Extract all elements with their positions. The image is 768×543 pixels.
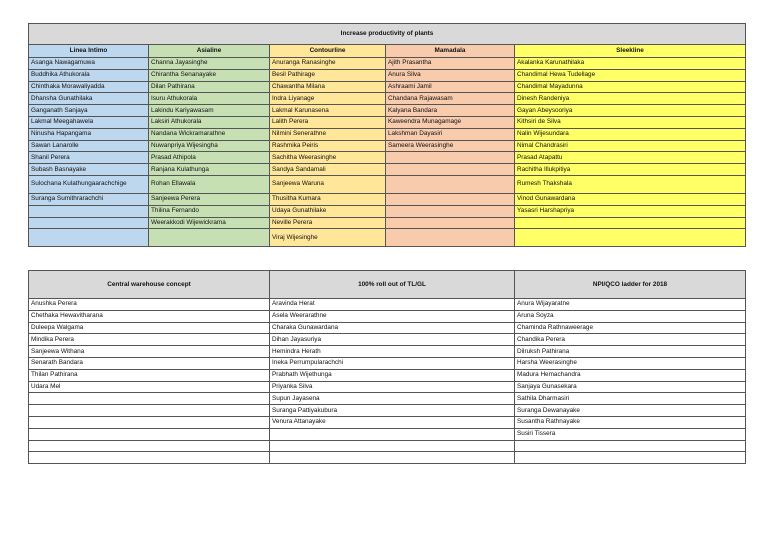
table-cell: Yasasri Harshapriya [515,205,746,217]
table-row [29,428,746,440]
table-cell: Harsha Weerasinghe [515,357,746,369]
table-cell: Dinesh Randeniya [515,93,746,105]
table-cell: Suranga Pattiyakubura [270,405,515,417]
table-cell: Lakmal Meegahawela [29,116,149,128]
table-cell: Ashraami Jamil [386,81,515,93]
header-roll-out-tl-gl: 100% roll out of TL/GL [270,271,515,299]
table-cell: Akalanka Karunathilaka [515,58,746,70]
table-cell: Nalin Wijesundara [515,128,746,140]
initiatives-table-body [29,299,746,464]
table-cell [149,229,270,247]
table-cell: Lakshman Dayasiri [386,128,515,140]
table-cell: Sulochana Kulathungaarachchige [29,175,149,193]
table-row [29,69,746,81]
table-cell: Mindika Perera [29,334,270,346]
table-row [29,452,746,464]
table-row [29,405,746,417]
table-cell: Sachitha Weerasinghe [270,152,386,164]
productivity-table-body [29,58,746,247]
table-cell: Aravinda Herat [270,299,515,311]
table-cell: Sandya Sandamali [270,164,386,176]
table-cell [515,452,746,464]
table-row [29,369,746,381]
table-title: Increase productivity of plants [29,24,746,45]
table-cell: Vinod Gunawardana [515,193,746,205]
table-cell [29,205,149,217]
table-cell [29,229,149,247]
table-row [29,393,746,405]
table-cell [270,428,515,440]
table-row [29,322,746,334]
table-row [29,128,746,140]
table-cell: Besil Pathirage [270,69,386,81]
table-cell: Dilruksh Pathirana [515,346,746,358]
table-cell: Dilan Pathirana [149,81,270,93]
table-row [29,357,746,369]
table-cell: Viraj Wijesinghe [270,229,386,247]
table-cell: Ranjana Kulathunga [149,164,270,176]
table-cell: Rohan Ellawala [149,175,270,193]
table-cell: Rachitha Illukpitiya [515,164,746,176]
table-cell: Venura Attanayake [270,416,515,428]
table-cell [29,440,270,452]
table-row [29,175,746,193]
table-cell: Prabhath Wijethunga [270,369,515,381]
table-cell: Ineka Perrumpularachchi [270,357,515,369]
header-contourline: Contourline [270,45,386,58]
table-cell: Nilmini Senerathne [270,128,386,140]
table-cell [386,229,515,247]
table-cell: Madura Hemachandra [515,369,746,381]
table-cell [29,393,270,405]
table-row [29,217,746,229]
table-cell: Buddhika Athukorala [29,69,149,81]
table-cell [515,217,746,229]
table-row [29,93,746,105]
initiatives-table [28,270,746,464]
table-cell: Prasad Athipola [149,152,270,164]
table-cell: Anushka Perera [29,299,270,311]
table-cell: Sathila Dharmasiri [515,393,746,405]
table-cell: Chirantha Senanayake [149,69,270,81]
table-cell: Susantha Rathnayake [515,416,746,428]
table-cell: Anuranga Ranasinghe [270,58,386,70]
table-cell: Suranga Sumithrarachchi [29,193,149,205]
table-cell: Laksiri Athukorala [149,116,270,128]
table-cell: Dihan Jayasuriya [270,334,515,346]
table-cell: Chandika Perera [515,334,746,346]
table-cell: Neville Perera [270,217,386,229]
table-cell: Anura Wijayaratne [515,299,746,311]
table-cell: Nandana Wickramarathne [149,128,270,140]
table-header-row [29,45,746,58]
table-cell: Udaya Gunathilake [270,205,386,217]
table-cell: Shanil Perera [29,152,149,164]
table-cell: Rashmika Peiris [270,140,386,152]
table-cell [29,217,149,229]
table-cell: Priyanka Silva [270,381,515,393]
table-row [29,58,746,70]
table-cell: Udara Mel [29,381,270,393]
header-linea-intimo: Linea Intimo [29,45,149,58]
table-row [29,205,746,217]
table-cell: Susiri Tissera [515,428,746,440]
table-cell [386,217,515,229]
table-cell: Chandimal Mayadunna [515,81,746,93]
table-row [29,140,746,152]
table-row [29,310,746,322]
table-cell: Thilan Pathirana [29,369,270,381]
table-cell [386,193,515,205]
table-row [29,440,746,452]
table-cell: Sanjeewa Waruna [270,175,386,193]
table-cell [386,164,515,176]
table-cell [515,440,746,452]
table-cell: Nuwanpriya Wijesingha [149,140,270,152]
header-npi-qco-ladder: NPI/QCO ladder for 2018 [515,271,746,299]
table-cell: Chawantha Milana [270,81,386,93]
table-row [29,299,746,311]
table-cell: Indra Liyanage [270,93,386,105]
table-cell: Chaminda Rathnaweerage [515,322,746,334]
table-cell: Suranga Dewanayake [515,405,746,417]
table-row [29,105,746,117]
table-cell: Thilina Fernando [149,205,270,217]
table-cell: Subash Basnayake [29,164,149,176]
table-cell: Kalyana Bandara [386,105,515,117]
table-cell: Lakindu Kariyawasam [149,105,270,117]
table-cell [386,205,515,217]
table-row [29,346,746,358]
table-cell: Chandana Rajawasam [386,93,515,105]
table-cell: Supun Jayasena [270,393,515,405]
header-central-warehouse: Central warehouse concept [29,271,270,299]
table-cell [270,440,515,452]
table-cell [515,229,746,247]
table-cell: Sawan Lanarolle [29,140,149,152]
table-cell: Sanjeewa Withana [29,346,270,358]
table-cell [29,452,270,464]
table-cell [29,416,270,428]
table-cell: Kithsiri de Silva [515,116,746,128]
table-cell: Ganganath Sanjaya [29,105,149,117]
table-cell: Senarath Bandara [29,357,270,369]
table-cell: Prasad Atapattu [515,152,746,164]
table-cell [386,152,515,164]
table-cell: Duleepa Walgama [29,322,270,334]
table-cell: Chandimal Hewa Tudellage [515,69,746,81]
table-cell [29,405,270,417]
table-row [29,81,746,93]
table-cell: Asela Weerarathne [270,310,515,322]
table-cell: Charaka Gunawardana [270,322,515,334]
table-cell [386,175,515,193]
productivity-table [28,23,746,247]
table-cell: Chinthaka Morawaliyadda [29,81,149,93]
table-row [29,164,746,176]
table-cell: Ninusha Hapangama [29,128,149,140]
table-cell: Hemindra Herath [270,346,515,358]
table-cell: Sameera Weerasinghe [386,140,515,152]
table-cell: Lakmal Karunasena [270,105,386,117]
table-cell: Thusitha Kumara [270,193,386,205]
table-row [29,229,746,247]
table-row [29,193,746,205]
table-cell [29,428,270,440]
table-cell: Ajith Prasantha [386,58,515,70]
table-row [29,416,746,428]
table-row [29,152,746,164]
table-cell: Lalith Perera [270,116,386,128]
table-row [29,334,746,346]
table-cell: Kaweendra Munagamage [386,116,515,128]
header-mamadala: Mamadala [386,45,515,58]
table-header-row [29,271,746,299]
table-cell: Weerakkodi Wijewickrama [149,217,270,229]
table-row [29,381,746,393]
header-sleekline: Sleekline [515,45,746,58]
table-cell: Isuru Athukorala [149,93,270,105]
table-cell [270,452,515,464]
table-cell: Anura Silva [386,69,515,81]
table-cell: Aruna Soyza [515,310,746,322]
table-cell: Chethaka Hewavitharana [29,310,270,322]
table-row [29,116,746,128]
table-cell: Asanga Nawagamuwa [29,58,149,70]
table-cell: Gayan Abeysooriya [515,105,746,117]
table-cell: Rumesh Thakshala [515,175,746,193]
table-cell: Sanjaya Gunasekara [515,381,746,393]
table-cell: Nimal Chandrasiri [515,140,746,152]
table-cell: Sanjeewa Perera [149,193,270,205]
table-cell: Dhansha Gunathilaka [29,93,149,105]
table-cell: Channa Jayasinghe [149,58,270,70]
header-asialine: Asialine [149,45,270,58]
